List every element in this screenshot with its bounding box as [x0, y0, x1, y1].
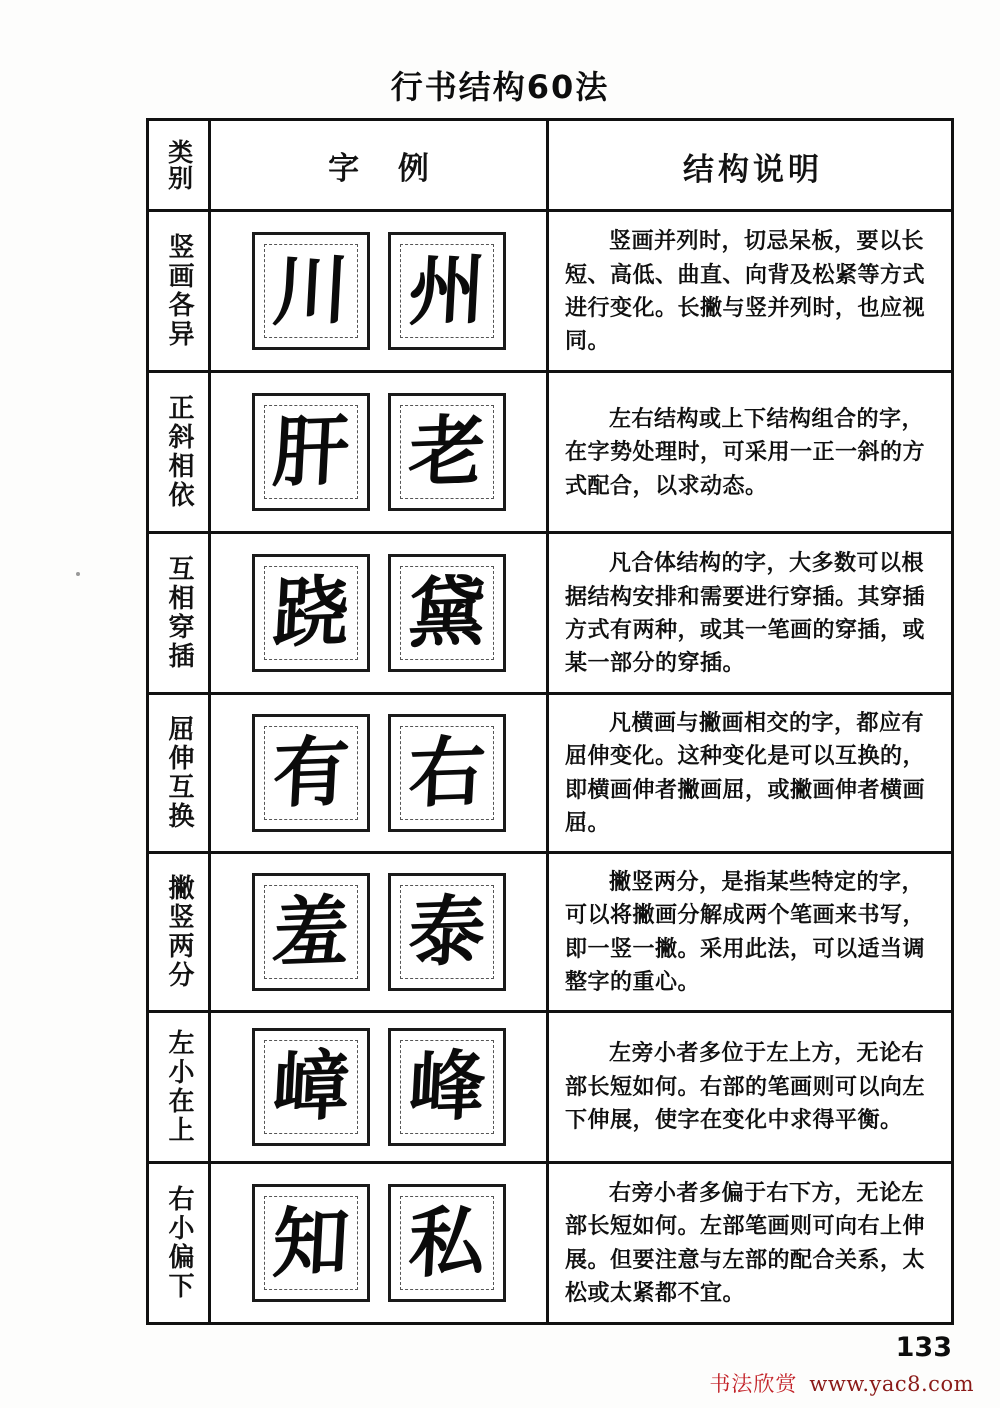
row-examples-cell — [211, 1164, 549, 1322]
category-label: 竖画各异 — [164, 233, 195, 349]
category-label: 屈伸互换 — [164, 714, 195, 831]
glyph-box — [388, 232, 506, 350]
table-row — [149, 695, 951, 854]
page-title: 行书结构60法 — [390, 68, 610, 106]
example-glyph: 右 — [406, 726, 487, 819]
header-cell-category — [149, 121, 211, 209]
description-text: 左旁小者多位于左上方，无论右部长短如何。右部的笔画则可以向左下伸展，使字在变化中求得平衡。 — [565, 1041, 926, 1134]
row-description-cell — [549, 212, 951, 370]
table-row — [149, 1164, 951, 1322]
row-description-cell — [549, 695, 951, 851]
row-description-cell — [549, 854, 951, 1010]
description-text: 凡合体结构的字，大多数可以根据结构安排和需要进行穿插。其穿插方式有两种，或其一笔画的穿插，或某一部分的穿插。 — [565, 551, 926, 677]
header-label-examples: 字 例 — [328, 150, 443, 187]
glyph-box — [252, 1184, 370, 1302]
glyph-box — [252, 393, 370, 511]
row-category-cell — [149, 534, 211, 692]
category-label: 左小在上 — [164, 1028, 195, 1145]
header-label-description: 结构说明 — [683, 151, 823, 188]
example-glyph: 羞 — [270, 885, 351, 977]
table-row — [149, 212, 951, 373]
example-glyph: 老 — [406, 405, 487, 498]
row-description-cell — [549, 373, 951, 531]
header-cell-examples — [211, 121, 549, 209]
category-label: 撇竖两分 — [164, 873, 195, 990]
example-glyph: 州 — [406, 244, 487, 337]
row-category-cell — [149, 212, 211, 370]
example-glyph: 峰 — [406, 1040, 487, 1132]
header-cell-description — [549, 121, 951, 209]
row-examples-cell — [211, 212, 549, 370]
table-row — [149, 534, 951, 695]
glyph-box — [388, 1028, 506, 1146]
description-text: 左右结构或上下结构组合的字，在字势处理时，可采用一正一斜的方式配合，以求动态。 — [565, 406, 926, 499]
example-glyph: 泰 — [406, 885, 487, 977]
watermark-url: www.yac8.com — [809, 1372, 974, 1396]
glyph-box — [252, 873, 370, 991]
table-header-row — [149, 121, 951, 212]
structure-table — [146, 118, 954, 1325]
example-glyph: 嶂 — [270, 1040, 351, 1132]
glyph-box — [388, 554, 506, 672]
row-category-cell — [149, 1013, 211, 1161]
glyph-box — [252, 1028, 370, 1146]
example-glyph: 跷 — [270, 566, 351, 659]
table-row — [149, 373, 951, 534]
scan-speck — [76, 572, 80, 576]
glyph-box — [252, 714, 370, 832]
glyph-box — [252, 554, 370, 672]
watermark-site-name: 书法欣赏 — [709, 1372, 798, 1396]
example-glyph: 知 — [270, 1196, 351, 1288]
example-glyph: 黛 — [406, 566, 487, 659]
row-examples-cell — [211, 854, 549, 1010]
table-row — [149, 1013, 951, 1164]
category-label: 正斜相依 — [164, 394, 195, 510]
glyph-box — [388, 873, 506, 991]
description-text: 右旁小者多偏于右下方，无论左部长短如何。左部笔画则可向右上伸展。但要注意与左部的配合关系，太松或太紧都不宜。 — [565, 1180, 926, 1306]
glyph-box — [388, 714, 506, 832]
header-label-category: 类别 — [164, 139, 194, 191]
row-description-cell — [549, 534, 951, 692]
page-number: 133 — [895, 1332, 952, 1363]
table-row — [149, 854, 951, 1013]
row-description-cell — [549, 1013, 951, 1161]
example-glyph: 川 — [270, 244, 351, 337]
description-text: 撇竖两分，是指某些特定的字，可以将撇画分解成两个笔画来书写，即一竖一撇。采用此法，可以适当调整字的重心。 — [565, 869, 926, 996]
description-text: 凡横画与撇画相交的字，都应有屈伸变化。这种变化是可以互换的，即横画伸者撇画屈，或撇画伸者横画屈。 — [565, 711, 926, 837]
row-category-cell — [149, 373, 211, 531]
category-label: 互相穿插 — [164, 555, 195, 671]
glyph-box — [252, 232, 370, 350]
watermark — [709, 1368, 974, 1398]
row-category-cell — [149, 854, 211, 1010]
example-glyph: 有 — [270, 726, 351, 819]
row-category-cell — [149, 1164, 211, 1322]
category-label: 右小偏下 — [164, 1184, 195, 1301]
example-glyph: 肝 — [270, 405, 351, 498]
row-category-cell — [149, 695, 211, 851]
glyph-box — [388, 393, 506, 511]
row-description-cell — [549, 1164, 951, 1322]
example-glyph: 私 — [406, 1196, 487, 1288]
glyph-box — [388, 1184, 506, 1302]
row-examples-cell — [211, 695, 549, 851]
row-examples-cell — [211, 1013, 549, 1161]
row-examples-cell — [211, 373, 549, 531]
row-examples-cell — [211, 534, 549, 692]
description-text: 竖画并列时，切忌呆板，要以长短、高低、曲直、向背及松紧等方式进行变化。长撇与竖并列时，也应视同。 — [565, 229, 926, 355]
